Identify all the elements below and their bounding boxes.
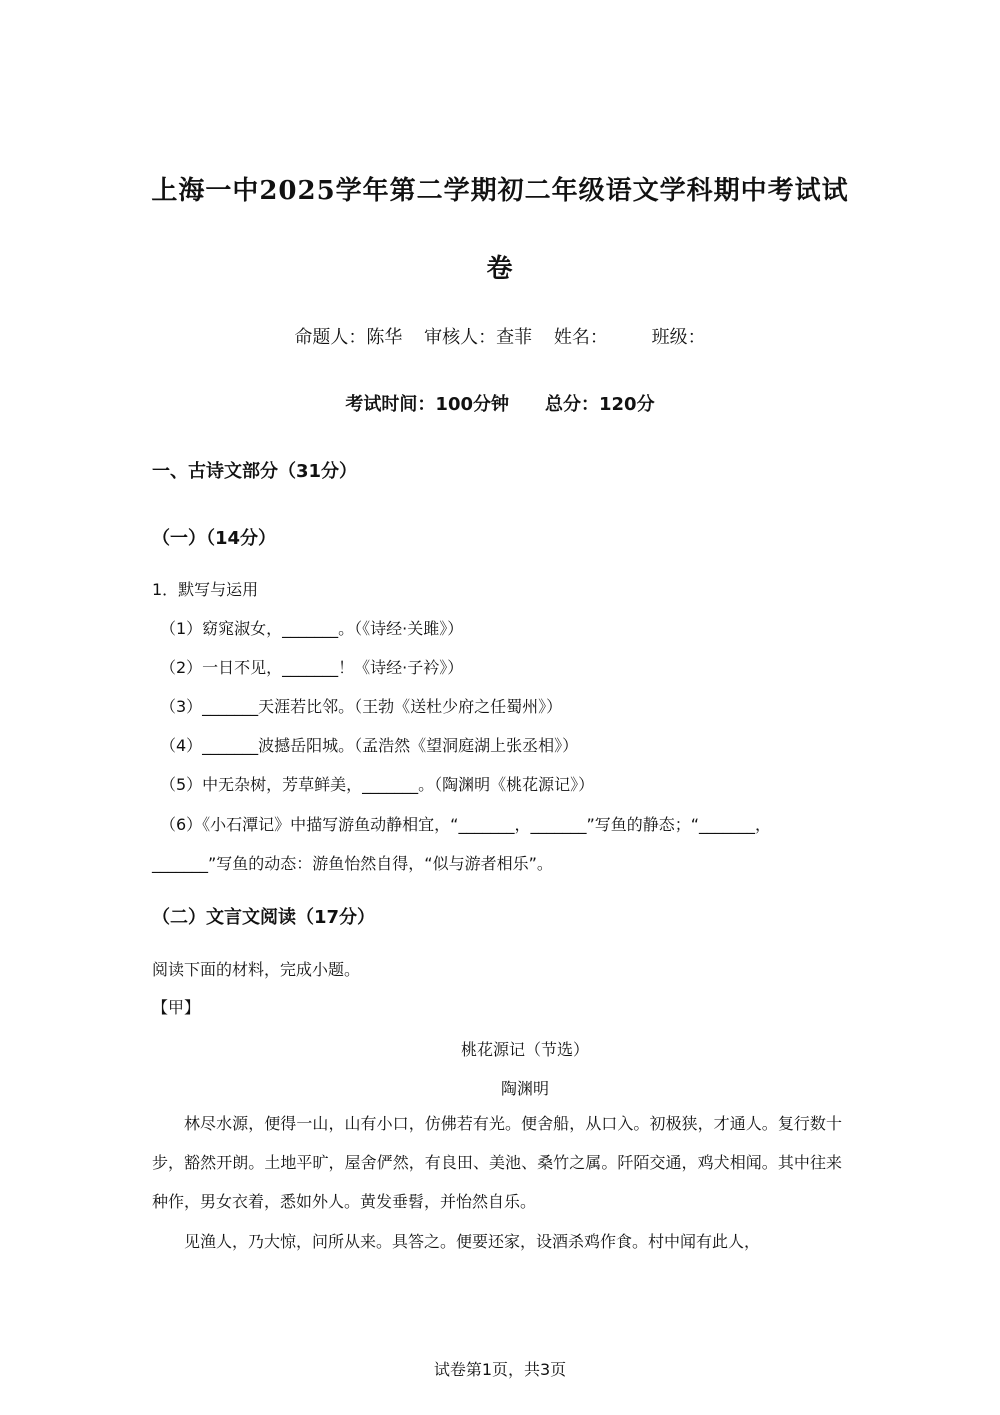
exam-info: 考试时间：100分钟 总分：120分 [345,394,655,415]
reading-instruction: 阅读下面的材料，完成小题。 [152,960,361,979]
class-field-label: 班级： [651,327,706,348]
passage-paragraph: 林尽水源，便得一山，山有小口，仿佛若有光。便舍船，从口入。初极狭，才通人。复行数十步，豁然开朗。土地平旷，屋舍俨然，有良田、美池、桑竹之属。阡陌交通，鸡犬相闻。其中往来种作，男女衣着，悉如外人。黄发垂髫，并怡然自乐。 [152,1114,842,1211]
name-field-label: 姓名： [553,327,608,348]
question-item: （4）_______波撼岳阳城。（孟浩然《望洞庭湖上张丞相》） [160,736,579,755]
question-item: （3）_______天涯若比邻。（王勃《送杜少府之任蜀州》） [160,697,563,716]
section-heading: 一、古诗文部分（31分） [152,461,358,482]
passage-title: 桃花源记（节选） [460,1040,589,1059]
subsection-heading: （一）（14分） [152,528,277,549]
passage-label: 【甲】 [152,998,201,1017]
question-item: （1）窈窕淑女，_______。（《诗经·关雎》） [160,619,464,638]
author: 命题人：陈华 [294,327,403,348]
exam-meta [150,323,850,349]
reviewer: 审核人：查菲 [424,327,533,348]
question-item: （6）《小石潭记》中描写游鱼动静相宜，“_______，_______”写鱼的静态；“_______， [160,815,772,834]
page-title-line1: 上海一中2025学年第二学期初二年级语文学科期中考试试 [151,176,849,206]
question-item: （5）中无杂树，芳草鲜美，_______。（陶渊明《桃花源记》） [160,775,595,794]
passage-author: 陶渊明 [500,1079,549,1098]
passage-paragraph: 见渔人，乃大惊，问所从来。具答之。便要还家，设酒杀鸡作食。村中闻有此人， [184,1232,761,1251]
question-item: （2）一日不见，_______！《诗经·子衿》） [160,658,464,677]
page-footer: 试卷第1页，共3页 [433,1360,567,1379]
question-title: 1．默写与运用 [152,580,259,599]
subsection-heading: （二）文言文阅读（17分） [152,907,376,928]
question-item: _______”写鱼的动态：游鱼怡然自得，“似与游者相乐”。 [152,854,553,873]
page-title-line2: 卷 [486,254,514,284]
